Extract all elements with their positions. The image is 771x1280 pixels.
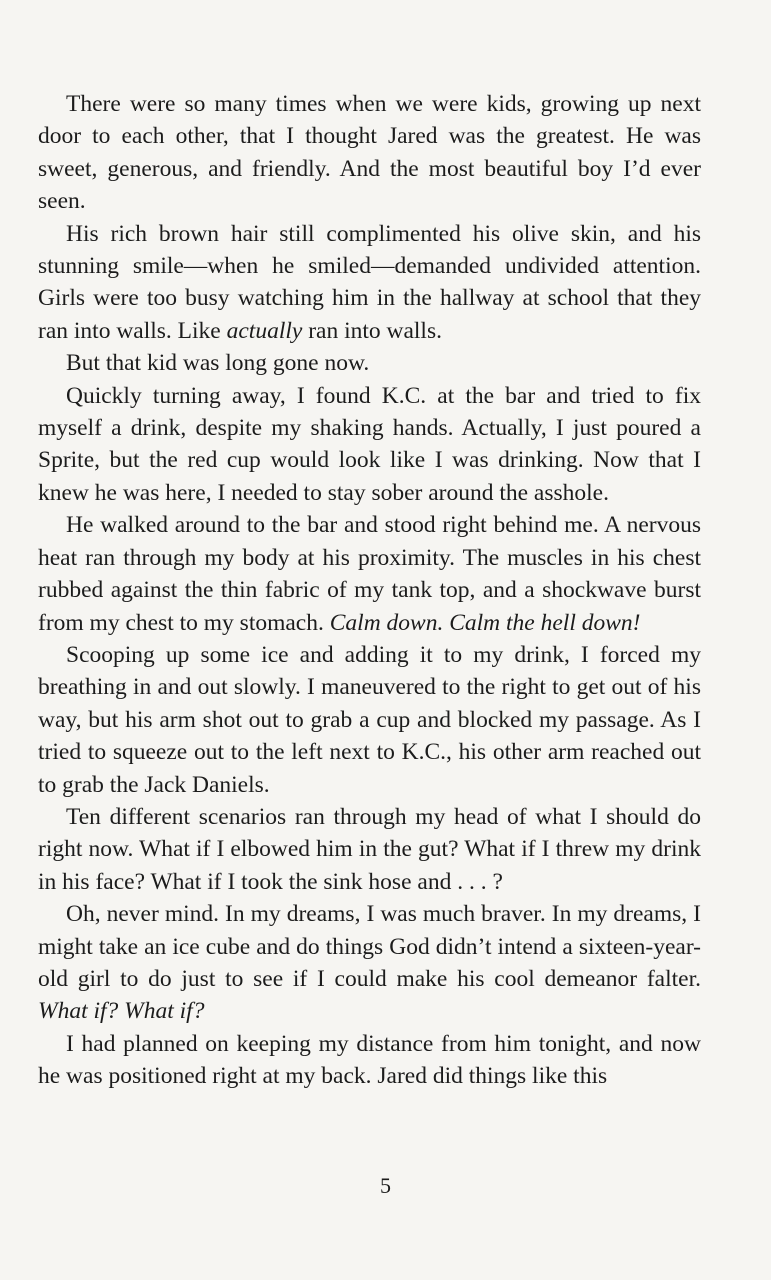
text-run: He walked around to the bar and stood right behind me. A nervous heat ran through my body at his proximity. The muscles in his chest rubbed against the thin fabric of my tank top, and a shockwave burst from my chest to my stomach. bbox=[38, 512, 701, 636]
paragraph bbox=[38, 1028, 701, 1093]
paragraph bbox=[38, 218, 701, 348]
text-run: But that kid was long gone now. bbox=[66, 350, 370, 377]
text-run: Ten different scenarios ran through my head of what I should do right now. What if I elbowed him in the gut? What if I threw my drink in his face? What if I took the sink hose and . . . ? bbox=[38, 803, 701, 895]
page-number: 5 bbox=[380, 1173, 391, 1198]
text-run: Quickly turning away, I found K.C. at the bar and tried to fix myself a drink, despite my shaking hands. Actually, I just poured a Sprite, but the red cup would look like I was drinking. Now that I knew he was here, I needed to stay sober around the asshole. bbox=[38, 382, 701, 506]
paragraph bbox=[38, 509, 701, 639]
paragraph bbox=[38, 347, 701, 379]
text-run: Oh, never mind. In my dreams, I was much braver. In my dreams, I might take an ice cube and do things God didn’t intend a sixteen-year-old girl to do just to see if I could make his cool demeanor falter. bbox=[38, 901, 701, 992]
text-run: I had planned on keeping my distance from him tonight, and now he was positioned right at my back. Jared did things like this bbox=[38, 1030, 701, 1090]
text-run: Scooping up some ice and adding it to my drink, I forced my breathing in and out slowly. I maneuvered to the right to get out of his way, but his arm shot out to grab a cup and blocked my passage. As I tried to squeeze out to the left next to K.C., his other arm reached out to grab the Jack Daniels. bbox=[38, 641, 701, 798]
paragraph bbox=[38, 801, 701, 898]
paragraph bbox=[38, 88, 701, 218]
italic-text: actually bbox=[226, 317, 303, 344]
italic-text: Calm down. Calm the hell down! bbox=[329, 609, 641, 636]
text-run: His rich brown hair still complimented his olive skin, and his stunning smile—when he smiled—demanded undivided attention. Girls were too busy watching him in the hallway at school that they ran into walls. Like bbox=[38, 220, 701, 344]
text-run: ran into walls. bbox=[302, 317, 442, 344]
body-text bbox=[38, 88, 701, 1093]
italic-text: What if? What if? bbox=[38, 998, 205, 1025]
paragraph bbox=[38, 639, 701, 801]
paragraph bbox=[38, 898, 701, 1028]
paragraph bbox=[38, 380, 701, 510]
text-run: There were so many times when we were kids, growing up next door to each other, that I thought Jared was the greatest. He was sweet, generous, and friendly. And the most beautiful boy I’d ever seen. bbox=[38, 91, 701, 215]
